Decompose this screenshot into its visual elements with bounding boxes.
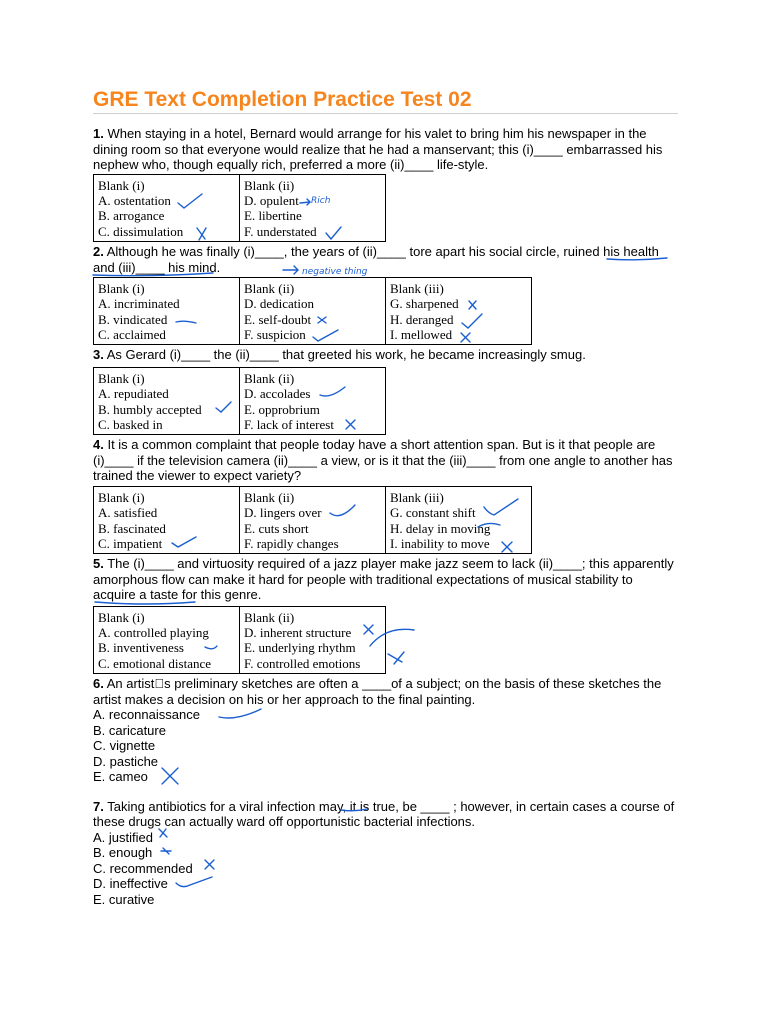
option-list bbox=[93, 707, 675, 785]
blank-header: Blank (i) bbox=[98, 489, 145, 505]
answer-option[interactable]: A. satisfied bbox=[98, 505, 158, 521]
answer-option[interactable]: B. humbly accepted bbox=[98, 401, 202, 417]
note-negative: negative thing bbox=[302, 267, 368, 277]
answer-option[interactable]: H. deranged bbox=[390, 311, 454, 327]
note-rich: Rich bbox=[311, 196, 331, 206]
blank-header: Blank (i) bbox=[98, 370, 145, 386]
answer-option[interactable]: D. inherent structure bbox=[244, 625, 352, 641]
blank-column bbox=[94, 486, 240, 553]
question-3 bbox=[93, 347, 675, 435]
question-text bbox=[93, 244, 675, 275]
blank-column bbox=[240, 278, 386, 345]
answer-option[interactable]: C. dissimulation bbox=[98, 223, 184, 239]
question-4 bbox=[93, 437, 675, 554]
answer-option[interactable]: E. libertine bbox=[244, 208, 302, 224]
answer-option[interactable]: C. vignette bbox=[93, 738, 156, 754]
answer-option[interactable]: D. lingers over bbox=[244, 505, 322, 521]
question-2 bbox=[93, 244, 675, 345]
title-divider bbox=[93, 113, 678, 114]
question-stem: Although he was finally (i)____, the years of (ii)____ tore apart his social circle, ruined his health and (iii)____ his mind. bbox=[93, 243, 659, 275]
question-text bbox=[93, 676, 675, 707]
blank-header: Blank (iii) bbox=[390, 489, 444, 505]
answer-option[interactable]: A. controlled playing bbox=[98, 625, 209, 641]
answer-option[interactable]: E. underlying rhythm bbox=[244, 640, 356, 656]
question-number: 3. bbox=[93, 347, 104, 363]
answer-table bbox=[93, 367, 386, 435]
blank-header: Blank (ii) bbox=[244, 281, 295, 297]
question-7 bbox=[93, 799, 675, 908]
blank-header: Blank (i) bbox=[98, 609, 145, 625]
question-number: 6. bbox=[93, 676, 104, 692]
question-6 bbox=[93, 676, 675, 785]
answer-option[interactable]: D. opulent bbox=[244, 193, 299, 209]
question-text bbox=[93, 556, 675, 603]
answer-option[interactable]: E. cameo bbox=[93, 769, 148, 785]
answer-option[interactable]: D. pastiche bbox=[93, 753, 159, 769]
question-stem: An artist s preliminary sketches are often a ____of a subject; on the basis of these sketches the artist makes a decision on his or her approach to the final painting. bbox=[93, 676, 662, 707]
question-text bbox=[93, 437, 675, 484]
question-text bbox=[93, 126, 675, 173]
question-text bbox=[93, 799, 675, 830]
question-stem: When staying in a hotel, Bernard would arrange for his valet to bring him his newspaper in the dining room so that everyone would realize that he had a manservant; this (i)____ embarrassed his nephew who, though equally rich, preferred a more (ii)____ life-style. bbox=[93, 126, 663, 173]
blank-column bbox=[386, 486, 532, 553]
answer-option[interactable]: F. lack of interest bbox=[244, 416, 334, 432]
question-number: 7. bbox=[93, 798, 104, 814]
blank-column bbox=[94, 278, 240, 345]
blank-column bbox=[386, 278, 532, 345]
answer-option[interactable]: B. arrogance bbox=[98, 208, 165, 224]
answer-option[interactable]: B. enough bbox=[93, 845, 153, 861]
blank-header: Blank (ii) bbox=[244, 177, 295, 193]
blank-header: Blank (iii) bbox=[390, 281, 444, 297]
answer-option[interactable]: A. incriminated bbox=[98, 296, 180, 312]
blank-column bbox=[94, 367, 240, 434]
question-stem: The (i)____ and virtuosity required of a jazz player make jazz seem to lack (ii)____; this apparently amorphous flow can make it hard for people with traditional expectations of musical stability to acquire a taste for this genre. bbox=[93, 556, 674, 603]
answer-option[interactable]: B. inventiveness bbox=[98, 640, 184, 656]
blank-header: Blank (ii) bbox=[244, 370, 295, 386]
answer-option[interactable]: B. fascinated bbox=[98, 520, 166, 536]
blank-header: Blank (i) bbox=[98, 177, 145, 193]
question-number: 5. bbox=[93, 556, 104, 572]
blank-column bbox=[240, 174, 386, 241]
question-number: 4. bbox=[93, 437, 104, 453]
question-text bbox=[93, 347, 675, 363]
answer-option[interactable]: F. rapidly changes bbox=[244, 535, 339, 551]
question-stem: It is a common complaint that people today have a short attention span. But is it that people are (i)____ if the television camera (ii)____ a view, or is it that the (iii)____ from one angle to another has trained the viewer to expect variety? bbox=[93, 437, 673, 484]
answer-table bbox=[93, 486, 532, 554]
question-stem: As Gerard (i)____ the (ii)____ that greeted his work, he became increasingly smug. bbox=[103, 347, 586, 363]
answer-option[interactable]: E. curative bbox=[93, 891, 155, 907]
answer-option[interactable]: D. ineffective bbox=[93, 876, 168, 892]
answer-option[interactable]: E. self-doubt bbox=[244, 311, 312, 327]
answer-option[interactable]: I. inability to move bbox=[390, 535, 490, 551]
blank-header: Blank (ii) bbox=[244, 489, 295, 505]
answer-option[interactable]: C. impatient bbox=[98, 535, 163, 551]
page-title: GRE Text Completion Practice Test 02 bbox=[93, 88, 472, 111]
answer-option[interactable]: G. constant shift bbox=[390, 505, 476, 521]
answer-option[interactable]: A. reconnaissance bbox=[93, 707, 200, 723]
answer-option[interactable]: C. acclaimed bbox=[98, 327, 166, 343]
answer-option[interactable]: F. suspicion bbox=[244, 327, 306, 343]
blank-header: Blank (ii) bbox=[244, 609, 295, 625]
answer-option[interactable]: H. delay in moving bbox=[390, 520, 491, 536]
answer-option[interactable]: I. mellowed bbox=[390, 327, 453, 343]
document-page bbox=[93, 86, 675, 907]
question-number: 2. bbox=[93, 243, 104, 259]
blank-column bbox=[94, 174, 240, 241]
answer-option[interactable]: C. recommended bbox=[93, 860, 193, 876]
answer-option[interactable]: D. accolades bbox=[244, 386, 311, 402]
answer-option[interactable]: E. cuts short bbox=[244, 520, 309, 536]
option-list bbox=[93, 830, 675, 908]
question-1 bbox=[93, 126, 675, 242]
blank-column bbox=[240, 606, 386, 673]
answer-option[interactable]: F. controlled emotions bbox=[244, 655, 361, 671]
answer-option[interactable]: E. opprobrium bbox=[244, 401, 320, 417]
answer-option[interactable]: B. caricature bbox=[93, 722, 166, 738]
answer-option[interactable]: F. understated bbox=[244, 223, 317, 239]
answer-option[interactable]: C. emotional distance bbox=[98, 655, 212, 671]
question-5 bbox=[93, 556, 675, 674]
answer-option[interactable]: C. basked in bbox=[98, 416, 163, 432]
question-number: 1. bbox=[93, 126, 104, 141]
answer-table bbox=[93, 606, 386, 674]
answer-table bbox=[93, 174, 386, 242]
answer-option[interactable]: A. repudiated bbox=[98, 386, 169, 402]
answer-table bbox=[93, 277, 532, 345]
answer-option[interactable]: A. ostentation bbox=[98, 193, 171, 209]
blank-column bbox=[240, 367, 386, 434]
blank-column bbox=[94, 606, 240, 673]
answer-option[interactable]: D. dedication bbox=[244, 296, 315, 312]
answer-option[interactable]: G. sharpened bbox=[390, 296, 459, 312]
blank-header: Blank (i) bbox=[98, 281, 145, 297]
blank-column bbox=[240, 486, 386, 553]
answer-option[interactable]: B. vindicated bbox=[98, 311, 168, 327]
answer-option[interactable]: A. justified bbox=[93, 829, 153, 845]
question-stem: Taking antibiotics for a viral infection may, it is true, be ____ ; however, in certain cases a course of these drugs can actually ward off opportunistic bacterial infections. bbox=[93, 798, 675, 830]
